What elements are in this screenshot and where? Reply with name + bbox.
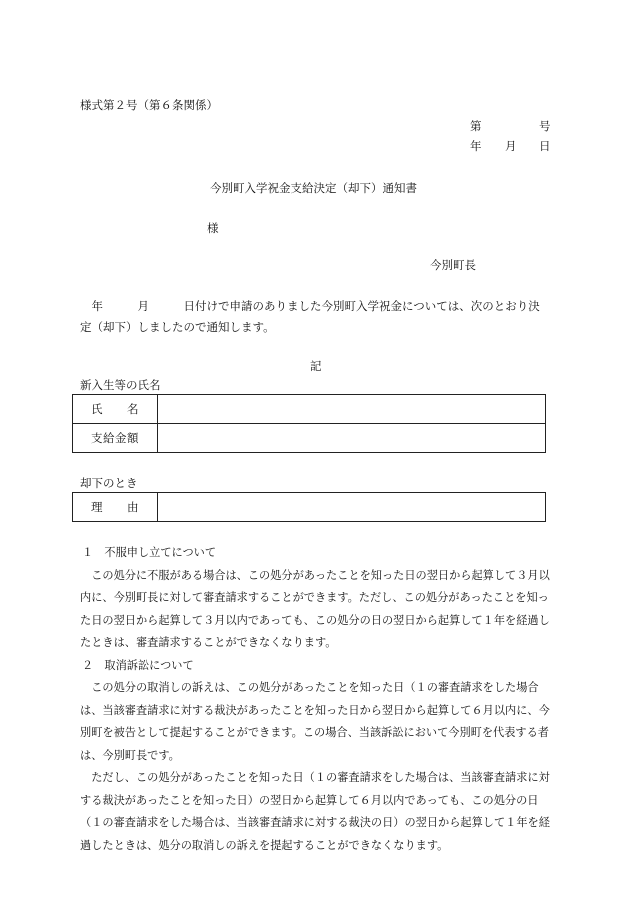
section-rejection-label: 却下のとき — [80, 476, 138, 490]
date-day-label: 日 — [539, 139, 551, 153]
note-2-text-2: ただし、この処分があったことを知った日（１の審査請求をした場合は、当該審査請求に対する裁決があったことを知った日）の翌日から起算して６月以内であっても、この処分の日（１の審査請求をした場合は、当該審査請求に対する裁決の日）の翌日から起算して１年を経過したときは、処分の取消しの訴えを提起することができなくなります。 — [80, 771, 550, 852]
reason-value-field — [158, 493, 546, 522]
note-1-heading: １ 不服申し立てについて — [82, 546, 217, 559]
note-2-text-1: この処分の取消しの訴えは、この処分があったことを知った日（１の審査請求をした場合は、当該審査請求に対する裁決があったことを知った日から翌日から起算して６月以内に、今別町を被告として提起することができます。この場合、当該訴訟において今別町を代表する者は、今別町長です。 — [80, 681, 550, 762]
name-label: 氏 名 — [73, 395, 158, 424]
notes-section — [80, 542, 554, 857]
issuer-name: 今別町長 — [430, 258, 476, 272]
intro-paragraph: 年 月 日付けで申請のありました今別町入学祝金については、次のとおり決定（却下）しましたので通知します。 — [80, 299, 540, 334]
addressee-honorific: 様 — [207, 221, 219, 235]
amount-value-field — [158, 424, 546, 453]
document-number-label: 第 — [470, 119, 482, 133]
ki-heading: 記 — [310, 359, 322, 373]
table-row — [73, 493, 546, 522]
reason-label: 理 由 — [73, 493, 158, 522]
note-1-text: この処分に不服がある場合は、この処分があったことを知った日の翌日から起算して３月以内に、今別町長に対して審査請求することができます。ただし、この処分があったことを知った日の翌日から起算して３月以内であっても、この処分の日の翌日から起算して１年を経過したときは、審査請求することができなくなります。 — [80, 568, 550, 649]
table-row — [73, 395, 546, 424]
note-2-heading: ２ 取消訴訟について — [82, 658, 194, 672]
student-info-table — [72, 394, 546, 453]
document-number-suffix: 号 — [539, 119, 551, 133]
date-month-label: 月 — [505, 139, 517, 153]
rejection-table — [72, 492, 546, 522]
section-student-name-label: 新入生等の氏名 — [80, 378, 161, 392]
document-title: 今別町入学祝金支給決定（却下）通知書 — [210, 181, 417, 195]
name-value-field — [158, 395, 546, 424]
table-row — [73, 424, 546, 453]
amount-label: 支給金額 — [73, 424, 158, 453]
form-number: 様式第２号（第６条関係） — [80, 98, 218, 112]
date-year-label: 年 — [470, 139, 482, 153]
